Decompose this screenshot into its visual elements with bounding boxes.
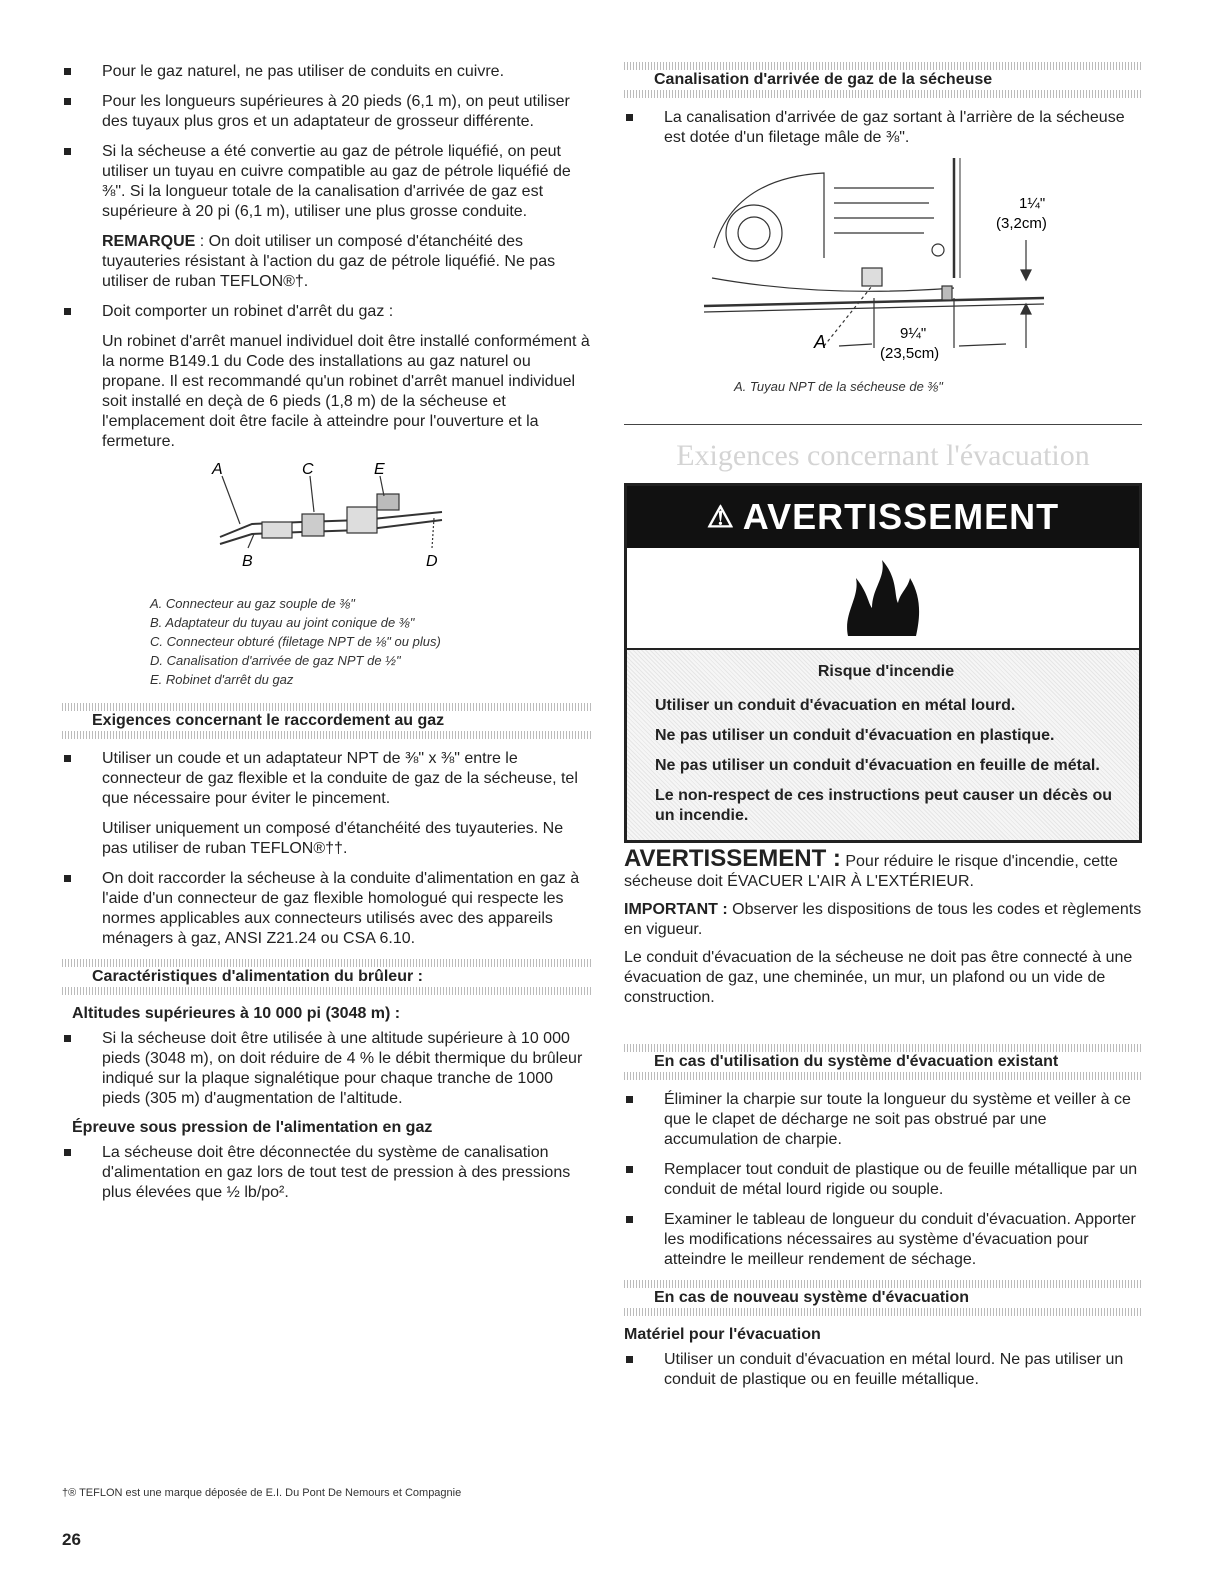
right-column [624, 62, 1142, 1400]
label-a: A [814, 332, 827, 352]
dim-label: 1¼" [1019, 195, 1046, 212]
warning-banner-label: AVERTISSEMENT [742, 496, 1060, 537]
gas-connector-diagram [62, 462, 592, 577]
warning-body [627, 650, 1139, 840]
bullet-item: Éliminer la charpie sur toute la longueur du système et veiller à ce que le clapet de décharge ne soit pas obstrué par une accumulation de charpie. [624, 1090, 1142, 1150]
conduit-paragraph: Le conduit d'évacuation de la sécheuse ne doit pas être connecté à une évacuation de gaz, une cheminée, un mur, un plafond ou un vide de construction. [624, 949, 1133, 1006]
important-text: Observer les dispositions de tous les codes et règlements en vigueur. [624, 901, 1142, 938]
bullet-item: Pour le gaz naturel, ne pas utiliser de conduits en cuivre. [62, 62, 592, 82]
bullet-item: La sécheuse doit être déconnectée du système de canalisation d'alimentation en gaz lors de tout test de pression à des pressions plus élevées que ½ lb/po². [62, 1143, 592, 1203]
robinet-paragraph: Un robinet d'arrêt manuel individuel doit être installé conformément à la norme B149.1 du Code des installations au gaz naturel ou propane. Il est recommandé qu'un robinet d'arrêt manuel individuel soit installé en deçà de 6 pieds (1,8 m) de la sécheuse et l'emplacement doit être facile à atteindre pour l'ouverture et la fermeture. [102, 333, 590, 450]
label-e: E [374, 462, 385, 478]
section-heading-bruleur: Caractéristiques d'alimentation du brûleur : [62, 959, 592, 995]
section-heading-existant: En cas d'utilisation du système d'évacuation existant [624, 1044, 1142, 1080]
avertissement-statement [624, 845, 1142, 892]
bullet-item: La canalisation d'arrivée de gaz sortant à l'arrière de la sécheuse est dotée d'un filetage mâle de ⅜". [624, 108, 1142, 148]
bullet-item: Utiliser un coude et un adaptateur NPT de ⅜" x ⅜" entre le connecteur de gaz flexible et la conduite de gaz de la sécheuse, tel que nécessaire pour éviter le pincement. [62, 749, 592, 809]
remarque-text: : On doit utiliser un composé d'étanchéité des tuyauteries résistant à l'action du gaz de pétrole liquéfié. Ne pas utiliser de ruban TEFLON®†. [102, 233, 556, 290]
figure-caption: D. Canalisation d'arrivée de gaz NPT de ½" [150, 653, 401, 668]
figure-caption: A. Tuyau NPT de la sécheuse de ⅜" [734, 379, 943, 394]
dim-label: (23,5cm) [880, 345, 940, 362]
teflon-paragraph: Utiliser uniquement un composé d'étanchéité des tuyauteries. Ne pas utiliser de ruban TEFLON®††. [102, 820, 564, 857]
label-c: C [302, 462, 314, 478]
warning-line: Ne pas utiliser un conduit d'évacuation en feuille de métal. [655, 757, 1100, 774]
bullet-item: Remplacer tout conduit de plastique ou de feuille métallique par un conduit de métal lourd rigide ou souple. [624, 1160, 1142, 1200]
section-heading-canalisation: Canalisation d'arrivée de gaz de la sécheuse [624, 62, 1142, 98]
dim-label: (3,2cm) [996, 215, 1047, 232]
bullet-item: Utiliser un conduit d'évacuation en métal lourd. Ne pas utiliser un conduit de plastique ou en feuille métallique. [624, 1350, 1142, 1390]
figure-caption: A. Connecteur au gaz souple de ⅜" [150, 596, 355, 611]
important-label: IMPORTANT : [624, 901, 728, 918]
remarque-note [62, 232, 592, 292]
label-a: A [212, 462, 223, 478]
section-heading-raccordement: Exigences concernant le raccordement au gaz [62, 703, 592, 739]
fire-icon-panel [627, 548, 1139, 650]
dim-label: 9¼" [900, 325, 927, 342]
warning-box [624, 483, 1142, 843]
section-heading-nouveau: En cas de nouveau système d'évacuation [624, 1280, 1142, 1316]
label-b: B [242, 553, 253, 570]
label-d: D [426, 553, 438, 570]
materiel-heading: Matériel pour l'évacuation [624, 1326, 821, 1343]
warning-risk: Risque d'incendie [817, 663, 955, 680]
bullet-item: Si la sécheuse doit être utilisée à une altitude supérieure à 10 000 pieds (3048 m), on doit réduire de 4 % le débit thermique du brûleur indiqué sur la plaque signalétique pour chaque tranche de 1000 pieds (305 m) d'augmentation de l'altitude. [62, 1029, 592, 1109]
dryer-gas-pipe-diagram [624, 158, 1142, 368]
warning-line: Le non-respect de ces instructions peut causer un décès ou un incendie. [655, 787, 1113, 824]
warning-line: Utiliser un conduit d'évacuation en métal lourd. [655, 697, 1016, 714]
page-number: 26 [62, 1530, 81, 1549]
bullet-item: Doit comporter un robinet d'arrêt du gaz : [62, 302, 592, 322]
bullet-item: On doit raccorder la sécheuse à la conduite d'alimentation en gaz à l'aide d'un connecteur de gaz flexible homologué qui respecte les normes applicables aux connecteurs utilisés avec des appareils ménagers à gaz, ANSI Z21.24 ou CSA 6.10. [62, 869, 592, 949]
bullet-item: Examiner le tableau de longueur du conduit d'évacuation. Apporter les modifications nécessaires au système d'évacuation pour atteindre le meilleur rendement de séchage. [624, 1210, 1142, 1270]
left-column [62, 62, 592, 1213]
fire-icon [838, 558, 928, 638]
avert-text: Pour réduire le risque d'incendie, cette sécheuse doit ÉVACUER L'AIR À L'EXTÉRIEUR. [624, 853, 1118, 890]
bullet-item: Pour les longueurs supérieures à 20 pieds (6,1 m), on peut utiliser des tuyaux plus gros et un adaptateur de grosseur différente. [62, 92, 592, 132]
figure-caption: E. Robinet d'arrêt du gaz [150, 672, 294, 687]
figure-caption: B. Adaptateur du tuyau au joint conique de ⅜" [150, 615, 415, 630]
important-statement [624, 900, 1142, 940]
avert-label: AVERTISSEMENT : [624, 845, 841, 872]
warning-triangle-icon: ⚠ [706, 500, 735, 534]
exigences-title: Exigences concernant l'évacuation [676, 439, 1090, 472]
bullet-item: Si la sécheuse a été convertie au gaz de pétrole liquéfié, on peut utiliser un tuyau en cuivre compatible au gaz de pétrole liquéfié de ⅜". Si la longueur totale de la canalisation d'arrivée de gaz est supérieure à 20 pi (6,1 m), utiliser une plus grosse conduite. [62, 142, 592, 222]
warning-line: Ne pas utiliser un conduit d'évacuation en plastique. [655, 727, 1055, 744]
figure-caption: C. Connecteur obturé (filetage NPT de ⅛" ou plus) [150, 634, 441, 649]
footnote: †® TEFLON est une marque déposée de E.I. Du Pont De Nemours et Compagnie [62, 1487, 462, 1499]
epreuve-heading: Épreuve sous pression de l'alimentation en gaz [72, 1119, 433, 1136]
warning-banner [627, 486, 1139, 548]
altitudes-heading: Altitudes supérieures à 10 000 pi (3048 m) : [72, 1005, 401, 1022]
remarque-label: REMARQUE [102, 233, 196, 250]
